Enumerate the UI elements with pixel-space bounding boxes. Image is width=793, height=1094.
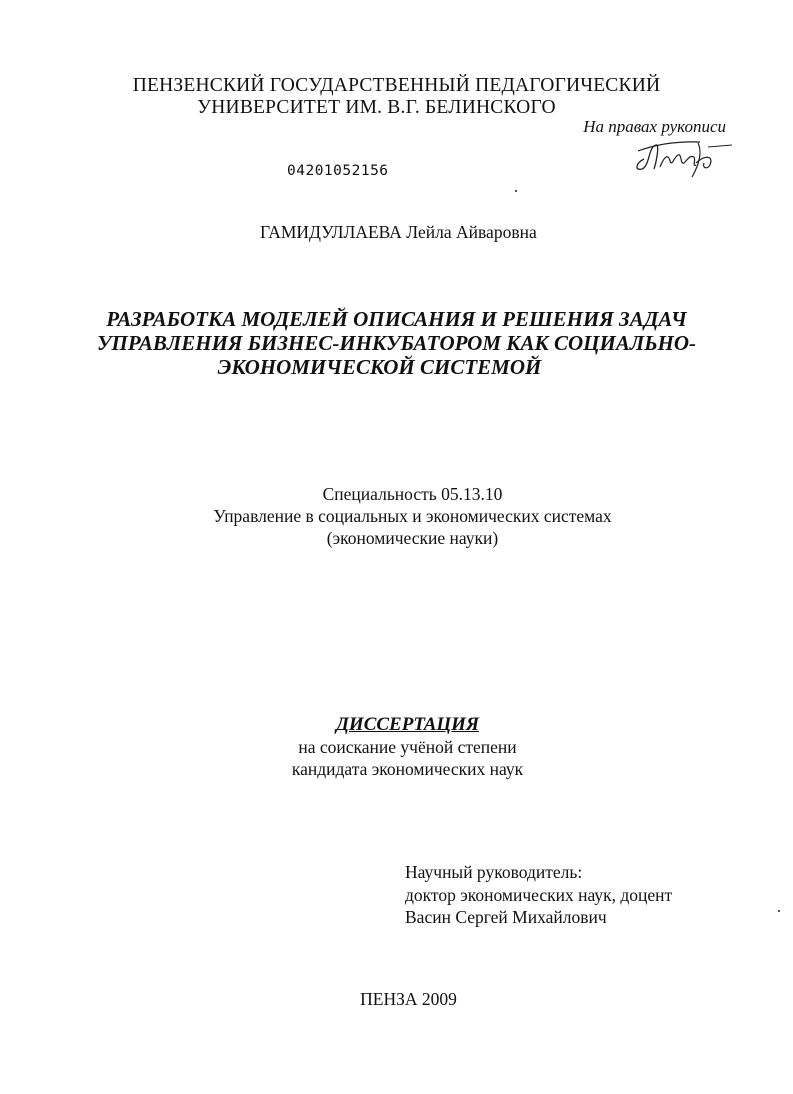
degree-purpose-line1: на соискание учёной степени (298, 737, 517, 757)
scan-speck (515, 190, 517, 192)
supervisor-degree: доктор экономических наук, доцент (405, 885, 673, 905)
university-name-line1: ПЕНЗЕНСКИЙ ГОСУДАРСТВЕННЫЙ ПЕДАГОГИЧЕСКИЙ (132, 75, 661, 96)
author-surname: ГАМИДУЛЛАЕВА (260, 222, 402, 242)
specialty-name: Управление в социальных и экономических системах (213, 506, 612, 526)
city-year: ПЕНЗА 2009 (360, 989, 457, 1009)
supervisor-role: Научный руководитель: (405, 862, 583, 882)
dissertation-label: ДИССЕРТАЦИЯ (335, 714, 480, 735)
dissertation-title-line3: ЭКОНОМИЧЕСКОЙ СИСТЕМОЙ (217, 355, 542, 379)
university-name-line2: УНИВЕРСИТЕТ ИМ. В.Г. БЕЛИНСКОГО (197, 97, 556, 118)
specialty-code: Специальность 05.13.10 (322, 484, 503, 504)
signature-mark (630, 133, 735, 181)
author-name (260, 222, 537, 243)
scan-speck (778, 910, 780, 912)
dissertation-title-line1: РАЗРАБОТКА МОДЕЛЕЙ ОПИСАНИЯ И РЕШЕНИЯ ЗАДАЧ (106, 307, 687, 331)
specialty-field: (экономические науки) (326, 528, 499, 548)
author-given-names: Лейла Айваровна (406, 222, 537, 242)
catalog-number: 04201052156 (287, 163, 389, 179)
supervisor-name: Васин Сергей Михайлович (405, 907, 607, 927)
degree-purpose-line2: кандидата экономических наук (291, 759, 524, 779)
dissertation-title-line2: УПРАВЛЕНИЯ БИЗНЕС-ИНКУБАТОРОМ КАК СОЦИАЛЬНО- (96, 331, 697, 355)
manuscript-note: На правах рукописи (583, 117, 726, 136)
